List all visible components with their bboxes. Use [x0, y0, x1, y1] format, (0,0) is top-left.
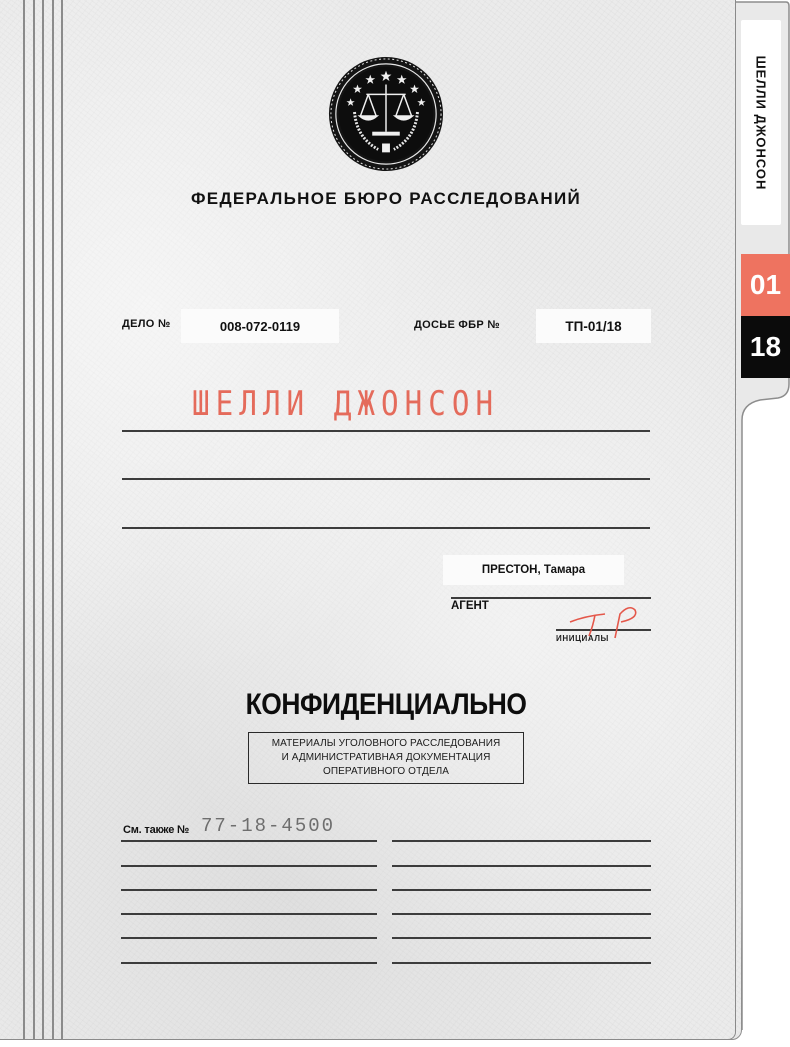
classification-heading: КОНФИДЕНЦИАЛЬНО: [245, 688, 527, 721]
dossier-number-value: ТП-01/18: [565, 318, 622, 334]
initials-signature-icon: [565, 600, 655, 640]
reference-line-right: [392, 889, 651, 891]
agent-line: [451, 597, 651, 599]
spine-line: [42, 0, 44, 1040]
agent-name-value: ПРЕСТОН, Тамара: [481, 564, 586, 576]
initials-label: ИНИЦИАЛЫ: [556, 634, 609, 643]
reference-line-left: [121, 889, 377, 891]
reference-line-left: [121, 962, 377, 964]
reference-line-left: [121, 937, 377, 939]
materials-line: МАТЕРИАЛЫ УГОЛОВНОГО РАССЛЕДОВАНИЯ: [271, 738, 501, 749]
reference-line-right: [392, 913, 651, 915]
name-line-2: [122, 478, 650, 480]
materials-description-box: [248, 732, 524, 784]
subject-name-stamp: ШЕЛЛИ ДЖОНСОН: [192, 384, 500, 424]
reference-line-left: [121, 865, 377, 867]
dossier-number-label: ДОСЬЕ ФБР №: [414, 319, 500, 331]
reference-line-right: [392, 840, 651, 842]
tab-number-top: 01: [741, 254, 790, 316]
agent-name-field[interactable]: [443, 555, 624, 585]
spine-line: [52, 0, 54, 1040]
case-number-value: 008-072-0119: [219, 318, 301, 334]
name-line-1: [122, 430, 650, 432]
reference-line-left: [121, 840, 377, 842]
reference-line-right: [392, 937, 651, 939]
reference-line-right: [392, 865, 651, 867]
tab-name-label: ШЕЛЛИ ДЖОНСОН: [741, 20, 781, 225]
dossier-number-field[interactable]: [536, 309, 651, 343]
spine-line: [23, 0, 25, 1040]
see-also-label: См. также №: [123, 824, 190, 836]
spine-line: [61, 0, 63, 1040]
scales-of-justice-seal-icon: [327, 55, 445, 173]
name-line-3: [122, 527, 650, 529]
reference-line-right: [392, 962, 651, 964]
case-number-label: ДЕЛО №: [122, 318, 171, 330]
materials-line: И АДМИНИСТРАТИВНАЯ ДОКУМЕНТАЦИЯ: [281, 752, 491, 763]
spine-line: [33, 0, 35, 1040]
case-number-field[interactable]: [181, 309, 339, 343]
reference-line-left: [121, 913, 377, 915]
agent-label: АГЕНТ: [451, 600, 489, 612]
materials-line: ОПЕРАТИВНОГО ОТДЕЛА: [322, 766, 450, 777]
bureau-title: ФЕДЕРАЛЬНОЕ БЮРО РАССЛЕДОВАНИЙ: [191, 189, 581, 208]
see-also-value: 77-18-4500: [201, 815, 336, 837]
tab-number-bottom: 18: [741, 316, 790, 378]
